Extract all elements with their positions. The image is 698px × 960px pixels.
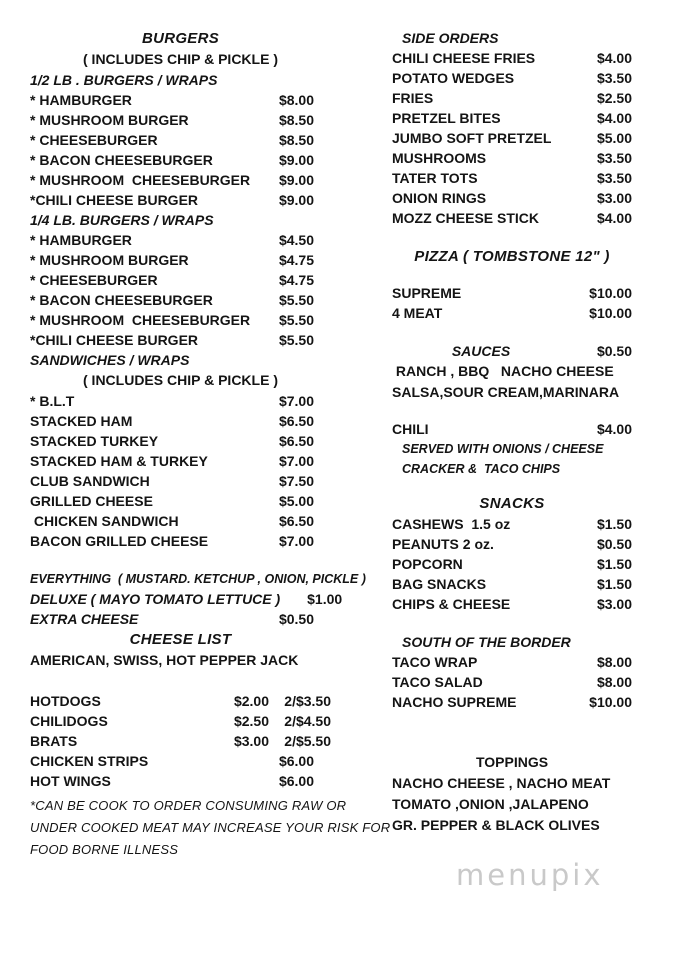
menu-item-row	[30, 290, 331, 310]
item-name: CHIPS & CHEESE	[392, 596, 511, 612]
item-price: $4.00	[596, 210, 632, 226]
item-name: HOTDOGS	[30, 693, 101, 709]
menu-item-row	[30, 170, 331, 190]
item-name: * MUSHROOM CHEESEBURGER	[30, 172, 251, 188]
menu-item-row	[30, 190, 331, 210]
item-price: $3.50	[596, 170, 632, 186]
item-name: CHICKEN STRIPS	[30, 753, 149, 769]
menu-text-line: SALSA,SOUR CREAM,MARINARA	[392, 384, 620, 400]
section-subheading: SANDWICHES / WRAPS	[30, 352, 190, 368]
item-name: FRIES	[392, 90, 434, 106]
menu-item-row	[30, 589, 343, 609]
item-price: $0.50	[278, 611, 314, 627]
menu-item-row	[392, 554, 632, 574]
menu-note-line: CRACKER & TACO CHIPS	[402, 462, 561, 476]
item-name: * HAMBURGER	[30, 232, 132, 248]
menu-item-row	[30, 431, 331, 451]
menu-note-line: SERVED WITH ONIONS / CHEESE	[402, 442, 604, 456]
item-name: * MUSHROOM CHEESEBURGER	[30, 312, 251, 328]
item-price: $9.00	[278, 172, 314, 188]
menu-item-row	[392, 341, 632, 361]
item-name: PEANUTS 2 oz.	[392, 536, 494, 552]
section-spacer	[392, 712, 632, 752]
menu-item-row	[30, 90, 331, 110]
menu-item-row	[392, 88, 632, 108]
item-name: STACKED TURKEY	[30, 433, 159, 449]
menu-item-row	[392, 692, 632, 712]
item-name: * MUSHROOM BURGER	[30, 252, 189, 268]
item-price: $3.50	[596, 150, 632, 166]
item-price: $1.50	[596, 556, 632, 572]
item-price: $8.00	[596, 674, 632, 690]
item-name: MOZZ CHEESE STICK	[392, 210, 540, 226]
item-price: $5.50	[278, 332, 314, 348]
menu-item-row	[392, 534, 632, 554]
menu-item-row	[392, 594, 632, 614]
menu-item-row	[30, 250, 331, 270]
item-price: $6.50	[278, 513, 314, 529]
item-price: $1.00	[307, 591, 343, 607]
section-spacer	[392, 614, 632, 632]
section-heading: PIZZA ( TOMBSTONE 12" )	[414, 248, 610, 265]
item-price: $8.50	[278, 112, 314, 128]
item-price: $1.50	[596, 516, 632, 532]
menu-item-row	[392, 188, 632, 208]
menu-item-row	[30, 711, 331, 731]
menu-item-row	[392, 208, 632, 228]
item-name: NACHO SUPREME	[392, 694, 517, 710]
menu-item-row	[30, 451, 331, 471]
item-name: EXTRA CHEESE	[30, 611, 139, 627]
item-price: $0.50	[596, 343, 632, 359]
item-name: * BACON CHEESEBURGER	[30, 292, 213, 308]
item-name: 4 MEAT	[392, 305, 443, 321]
item-price: $1.50	[596, 576, 632, 592]
item-price-2: 2/$3.50	[284, 693, 331, 709]
menu-item-row	[30, 110, 331, 130]
menu-item-row	[30, 731, 331, 751]
item-price: $7.00	[278, 393, 314, 409]
item-name: TATER TOTS	[392, 170, 478, 186]
item-price: $4.50	[278, 232, 314, 248]
menu-item-row	[30, 471, 331, 491]
menu-text-line: GR. PEPPER & BLACK OLIVES	[392, 817, 600, 833]
section-spacer	[30, 551, 331, 569]
item-name: * B.L.T	[30, 393, 75, 409]
menu-column-left	[30, 28, 391, 861]
item-name: *CHILI CHEESE BURGER	[30, 332, 199, 348]
item-name: STACKED HAM	[30, 413, 133, 429]
section-heading: BURGERS	[141, 30, 220, 47]
item-name: SAUCES	[451, 343, 511, 359]
menupix-watermark: menupix	[456, 858, 604, 892]
item-price: $9.00	[278, 152, 314, 168]
item-price: $6.50	[278, 433, 314, 449]
item-price: $7.50	[278, 473, 314, 489]
item-name: PRETZEL BITES	[392, 110, 501, 126]
item-price: $4.75	[278, 252, 314, 268]
item-name: BAG SNACKS	[392, 576, 487, 592]
menu-item-row	[30, 411, 331, 431]
menu-item-row	[392, 283, 632, 303]
section-spacer	[30, 671, 331, 691]
item-price: $10.00	[589, 694, 632, 710]
item-price: $8.00	[278, 92, 314, 108]
item-price: $2.00	[233, 693, 269, 709]
menu-item-row	[30, 609, 331, 629]
menu-item-row	[392, 514, 632, 534]
item-name: TACO SALAD	[392, 674, 483, 690]
item-price: $0.50	[596, 536, 632, 552]
menu-text-line: TOMATO ,ONION ,JALAPENO	[392, 796, 589, 812]
menu-item-row	[30, 391, 331, 411]
menu-item-row	[392, 148, 632, 168]
item-price: $2.50	[596, 90, 632, 106]
item-price: $5.00	[278, 493, 314, 509]
item-name: * CHEESEBURGER	[30, 132, 158, 148]
item-price: $6.00	[278, 773, 314, 789]
menu-item-row	[392, 672, 632, 692]
item-name: SUPREME	[392, 285, 462, 301]
item-name: HOT WINGS	[30, 773, 111, 789]
item-price: $2.50	[233, 713, 269, 729]
section-heading: CHEESE LIST	[129, 631, 232, 648]
item-price: $9.00	[278, 192, 314, 208]
menu-note-line: EVERYTHING ( MUSTARD. KETCHUP , ONION, PICKLE )	[30, 572, 366, 586]
menu-item-row	[30, 150, 331, 170]
item-price: $5.50	[278, 312, 314, 328]
item-name: CLUB SANDWICH	[30, 473, 150, 489]
item-name: CHILI CHEESE FRIES	[392, 50, 536, 66]
section-subheading: SOUTH OF THE BORDER	[402, 634, 571, 650]
section-heading: SNACKS	[479, 495, 545, 512]
section-spacer	[392, 323, 632, 341]
section-subtitle: TOPPINGS	[475, 754, 549, 770]
menu-text-line: AMERICAN, SWISS, HOT PEPPER JACK	[30, 652, 299, 668]
menu-note-line: UNDER COOKED MEAT MAY INCREASE YOUR RISK FOR	[30, 820, 391, 835]
item-name: * MUSHROOM BURGER	[30, 112, 189, 128]
menu-item-row	[30, 230, 331, 250]
item-price: $8.00	[596, 654, 632, 670]
item-price: $3.00	[233, 733, 269, 749]
menu-item-row	[30, 751, 331, 771]
menu-item-row	[392, 419, 632, 439]
item-name: STACKED HAM & TURKEY	[30, 453, 208, 469]
menu-item-row	[392, 128, 632, 148]
section-spacer	[392, 479, 632, 493]
item-name: * CHEESEBURGER	[30, 272, 158, 288]
item-name: POTATO WEDGES	[392, 70, 515, 86]
item-name: BACON GRILLED CHEESE	[30, 533, 209, 549]
item-price: $5.50	[278, 292, 314, 308]
item-price: $8.50	[278, 132, 314, 148]
section-spacer	[392, 228, 632, 246]
menu-item-row	[30, 491, 331, 511]
menu-item-row	[392, 574, 632, 594]
item-name: *CHILI CHEESE BURGER	[30, 192, 199, 208]
item-name: CHICKEN SANDWICH	[30, 513, 179, 529]
item-name: GRILLED CHEESE	[30, 493, 153, 509]
item-price: $7.00	[278, 453, 314, 469]
menu-item-row	[30, 771, 331, 791]
item-name: DELUXE ( MAYO TOMATO LETTUCE )	[30, 591, 281, 607]
menu-item-row	[30, 531, 331, 551]
menu-item-row	[30, 691, 331, 711]
item-price-2: 2/$4.50	[284, 713, 331, 729]
menu-item-row	[30, 310, 331, 330]
item-price: $3.00	[596, 596, 632, 612]
item-name: CASHEWS 1.5 oz	[392, 516, 511, 532]
item-price: $10.00	[589, 285, 632, 301]
item-name: POPCORN	[392, 556, 463, 572]
item-name: JUMBO SOFT PRETZEL	[392, 130, 552, 146]
item-price: $4.00	[596, 110, 632, 126]
item-price-2: 2/$5.50	[284, 733, 331, 749]
item-name: CHILI	[392, 421, 429, 437]
section-subheading: SIDE ORDERS	[402, 30, 499, 46]
menu-item-row	[392, 168, 632, 188]
section-subtitle: ( INCLUDES CHIP & PICKLE )	[83, 372, 278, 388]
menu-item-row	[30, 130, 331, 150]
menu-column-right	[392, 28, 632, 836]
item-name: BRATS	[30, 733, 78, 749]
menu-note-line: *CAN BE COOK TO ORDER CONSUMING RAW OR	[30, 798, 347, 813]
menu-text-line: NACHO CHEESE , NACHO MEAT	[392, 775, 611, 791]
item-name: TACO WRAP	[392, 654, 478, 670]
menu-item-row	[392, 108, 632, 128]
item-price: $4.00	[596, 50, 632, 66]
item-price: $6.50	[278, 413, 314, 429]
item-price: $7.00	[278, 533, 314, 549]
item-price: $5.00	[596, 130, 632, 146]
item-price: $10.00	[589, 305, 632, 321]
section-spacer	[392, 267, 632, 283]
item-price: $3.50	[596, 70, 632, 86]
item-price: $3.00	[596, 190, 632, 206]
item-name: * BACON CHEESEBURGER	[30, 152, 213, 168]
menu-item-row	[392, 68, 632, 88]
section-subheading: 1/2 LB . BURGERS / WRAPS	[30, 72, 218, 88]
section-subheading: 1/4 LB. BURGERS / WRAPS	[30, 212, 214, 228]
menu-item-row	[392, 303, 632, 323]
item-name: CHILIDOGS	[30, 713, 108, 729]
menu-item-row	[392, 48, 632, 68]
menu-item-row	[30, 270, 331, 290]
menu-text-line: RANCH , BBQ NACHO CHEESE	[392, 363, 614, 379]
item-price: $4.00	[596, 421, 632, 437]
item-price: $4.75	[278, 272, 314, 288]
menu-note-line: FOOD BORNE ILLNESS	[30, 842, 179, 857]
item-name: MUSHROOMS	[392, 150, 487, 166]
menu-item-row	[30, 330, 331, 350]
item-name: * HAMBURGER	[30, 92, 132, 108]
section-subtitle: ( INCLUDES CHIP & PICKLE )	[83, 51, 278, 67]
item-price: $6.00	[278, 753, 314, 769]
section-spacer	[392, 403, 632, 419]
item-name: ONION RINGS	[392, 190, 487, 206]
menu-item-row	[392, 652, 632, 672]
menu-item-row	[30, 511, 331, 531]
